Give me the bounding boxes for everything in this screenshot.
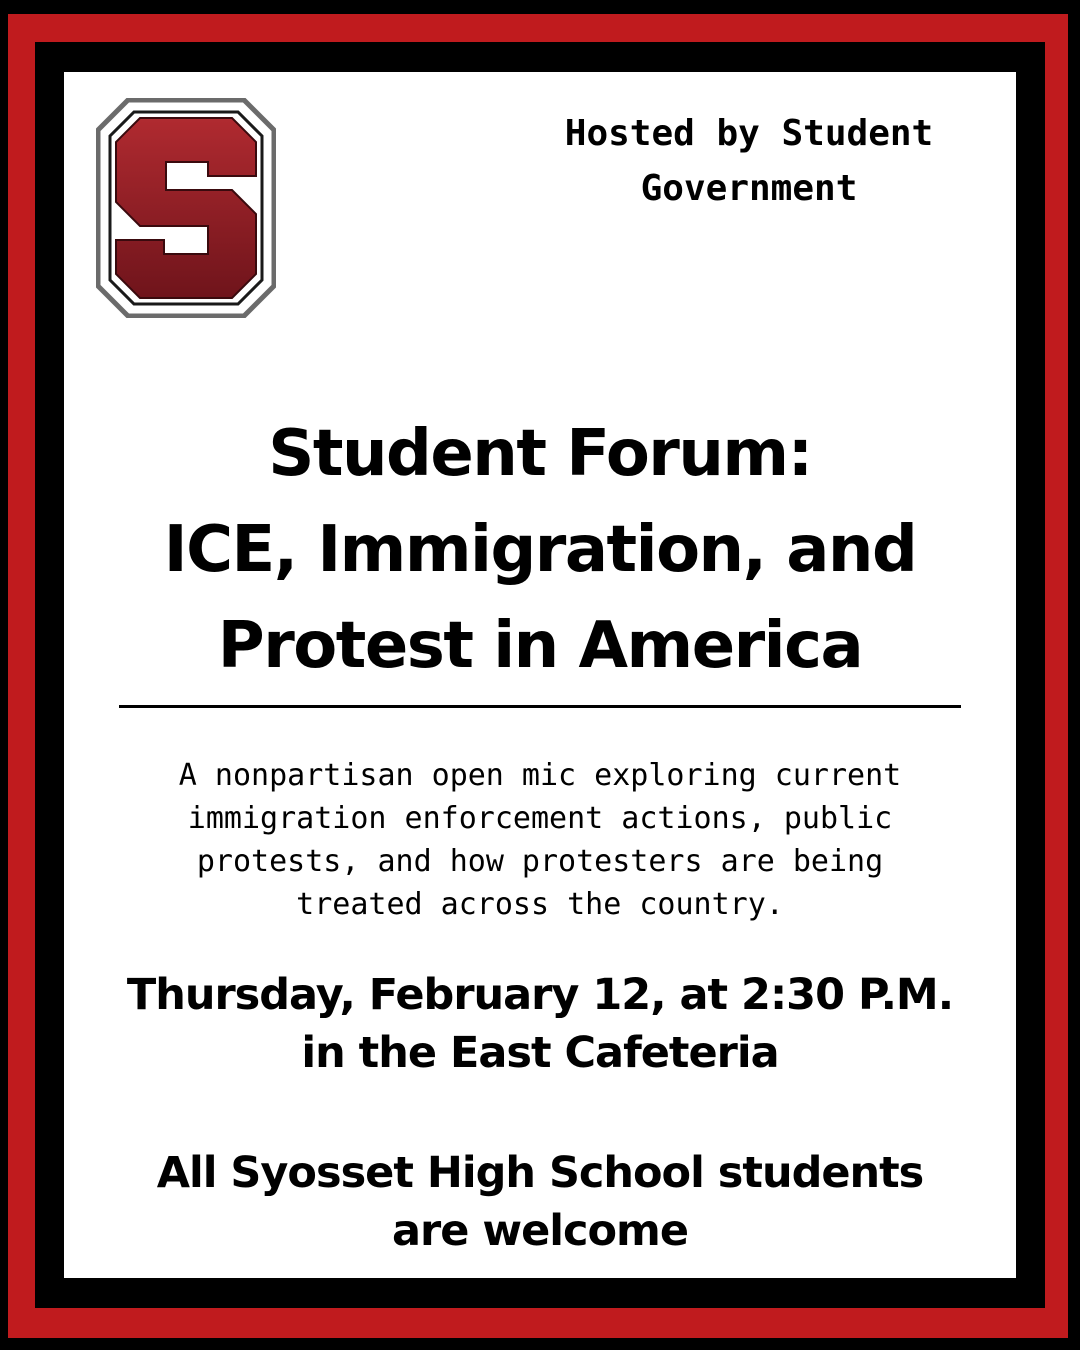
event-description <box>104 754 976 926</box>
poster <box>64 72 1016 1278</box>
title-divider <box>119 705 961 708</box>
audience-line-2: are welcome <box>392 1206 688 1256</box>
host-line-1: Hosted by Student <box>564 113 934 154</box>
title-line-2: ICE, Immigration, and <box>163 513 917 587</box>
event-date-time: Thursday, February 12, at 2:30 P.M. <box>126 970 954 1020</box>
host-label <box>504 106 994 216</box>
description-line-4: treated across the country. <box>296 887 784 922</box>
event-location: in the East Cafeteria <box>301 1028 779 1078</box>
event-title <box>64 406 1016 694</box>
audience-line-1: All Syosset High School students <box>156 1148 924 1198</box>
school-s-logo-icon <box>96 98 276 318</box>
description-line-1: A nonpartisan open mic exploring current <box>178 758 902 793</box>
audience-note <box>64 1144 1016 1260</box>
title-line-1: Student Forum: <box>268 417 812 491</box>
description-line-2: immigration enforcement actions, public <box>187 801 893 836</box>
event-schedule <box>64 966 1016 1082</box>
title-line-3: Protest in America <box>217 609 863 683</box>
host-line-2: Government <box>640 168 858 209</box>
description-line-3: protests, and how protesters are being <box>196 844 884 879</box>
